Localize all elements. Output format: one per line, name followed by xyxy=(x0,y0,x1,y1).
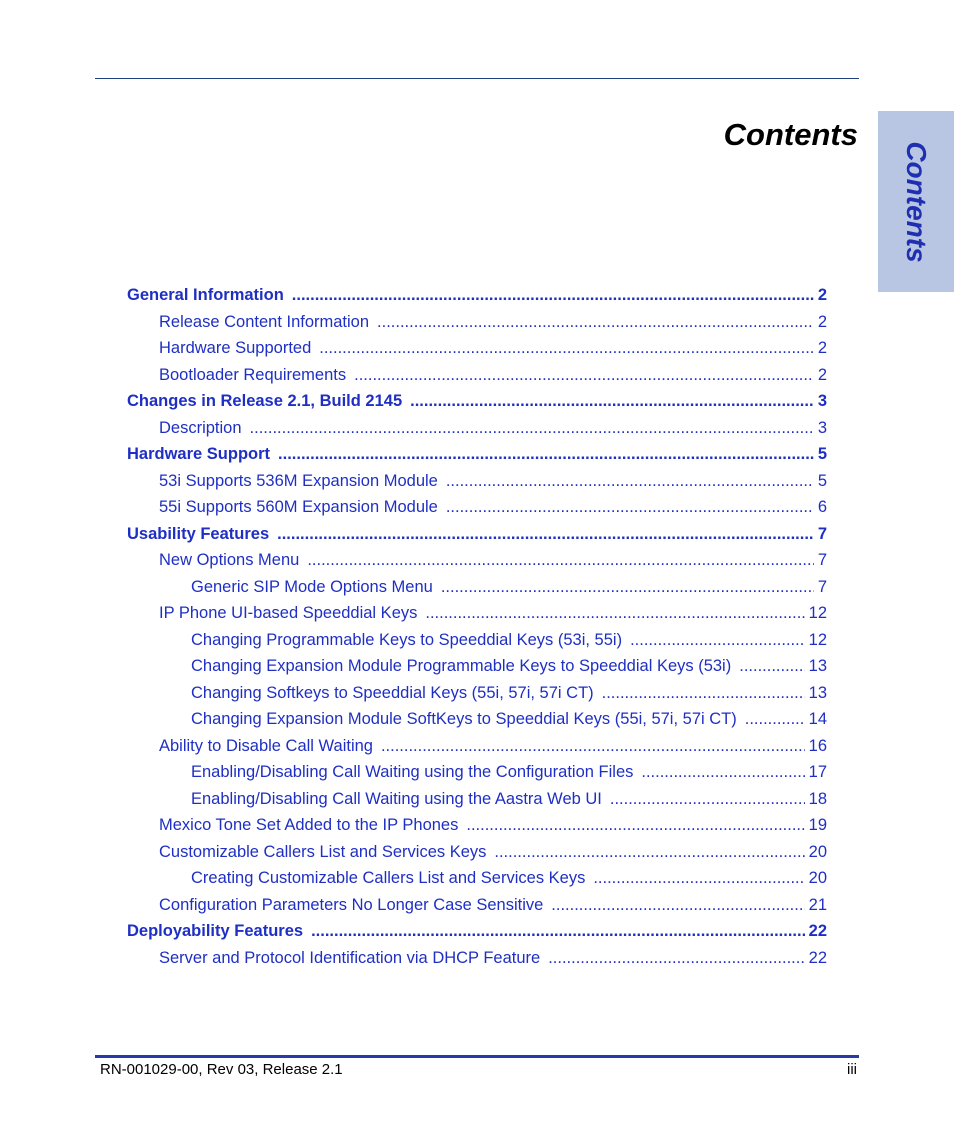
toc-entry-page: 2 xyxy=(817,312,827,331)
toc-entry[interactable] xyxy=(159,309,827,335)
toc-entry[interactable] xyxy=(159,600,827,626)
toc-entry[interactable] xyxy=(191,680,827,706)
toc-entry-page: 14 xyxy=(808,710,827,728)
toc-entry-title: Deployability Features xyxy=(127,922,304,940)
toc-dot-leader xyxy=(446,494,814,520)
toc-entry[interactable] xyxy=(191,865,827,891)
toc-entry-title: Server and Protocol Identification via DHCP Feature xyxy=(159,948,541,967)
toc-entry-title: Bootloader Requirements xyxy=(159,365,347,384)
toc-entry[interactable] xyxy=(159,945,827,971)
toc-dot-leader xyxy=(278,441,814,467)
toc-entry-page: 18 xyxy=(808,789,827,808)
toc-entry-page: 12 xyxy=(808,630,827,649)
toc-dot-leader xyxy=(548,945,804,971)
toc-entry-page: 7 xyxy=(817,577,827,596)
toc-dot-leader xyxy=(602,680,805,706)
toc-entry-page: 22 xyxy=(808,922,827,940)
toc-entry-page: 3 xyxy=(817,418,827,437)
toc-entry[interactable] xyxy=(191,653,827,679)
toc-entry-page: 13 xyxy=(808,683,827,702)
toc-dot-leader xyxy=(354,362,814,388)
toc-dot-leader xyxy=(446,468,814,494)
toc-entry[interactable] xyxy=(159,415,827,441)
footer-document-id: RN-001029-00, Rev 03, Release 2.1 xyxy=(100,1061,343,1078)
toc-entry-title: Generic SIP Mode Options Menu xyxy=(191,577,433,596)
toc-entry-title: Customizable Callers List and Services Keys xyxy=(159,842,487,861)
toc-entry-title: Ability to Disable Call Waiting xyxy=(159,736,373,755)
toc-entry[interactable] xyxy=(159,547,827,573)
toc-entry-page: 12 xyxy=(808,604,827,622)
toc-dot-leader xyxy=(277,521,814,547)
toc-entry[interactable] xyxy=(159,468,827,494)
toc-entry-title: Usability Features xyxy=(127,524,270,543)
toc-entry[interactable] xyxy=(191,786,827,812)
toc-dot-leader xyxy=(641,759,804,785)
toc-entry-title: Changing Programmable Keys to Speeddial Keys (53i, 55i) xyxy=(191,630,623,649)
toc-dot-leader xyxy=(292,282,814,308)
toc-entry-title: General Information xyxy=(127,286,284,304)
toc-entry-page: 22 xyxy=(808,948,827,967)
toc-entry[interactable] xyxy=(127,521,827,547)
toc-entry-page: 2 xyxy=(817,286,827,304)
toc-entry-page: 17 xyxy=(808,763,827,781)
toc-entry[interactable] xyxy=(159,362,827,388)
toc-entry-title: Hardware Supported xyxy=(159,339,312,357)
toc-entry-title: Enabling/Disabling Call Waiting using the Aastra Web UI xyxy=(191,789,602,808)
toc-entry-page: 2 xyxy=(817,365,827,384)
toc-entry-title: Creating Customizable Callers List and Services Keys xyxy=(191,869,586,887)
toc-dot-leader xyxy=(494,839,804,865)
toc-dot-leader xyxy=(593,865,804,891)
toc-dot-leader xyxy=(745,706,805,732)
toc-dot-leader xyxy=(739,653,804,679)
footer-rule xyxy=(95,1055,859,1058)
toc-entry[interactable] xyxy=(191,574,827,600)
toc-entry-title: 53i Supports 536M Expansion Module xyxy=(159,471,438,490)
toc-entry-page: 21 xyxy=(808,895,827,914)
toc-entry-page: 16 xyxy=(808,736,827,755)
toc-dot-leader xyxy=(610,786,805,812)
toc-entry-page: 19 xyxy=(808,816,827,834)
toc-entry-title: Changing Expansion Module SoftKeys to Speeddial Keys (55i, 57i, 57i CT) xyxy=(191,710,737,728)
toc-entry-title: New Options Menu xyxy=(159,551,300,569)
toc-entry[interactable] xyxy=(191,759,827,785)
toc-entry[interactable] xyxy=(159,839,827,865)
toc-entry[interactable] xyxy=(159,812,827,838)
toc-entry-page: 13 xyxy=(808,657,827,675)
toc-dot-leader xyxy=(441,574,814,600)
toc-entry-page: 5 xyxy=(817,445,827,463)
toc-entry[interactable] xyxy=(159,733,827,759)
toc-entry-title: IP Phone UI-based Speeddial Keys xyxy=(159,604,418,622)
toc-entry-title: Changes in Release 2.1, Build 2145 xyxy=(127,392,403,410)
toc-dot-leader xyxy=(425,600,804,626)
toc-dot-leader xyxy=(466,812,804,838)
toc-entry-page: 7 xyxy=(817,524,827,543)
toc-entry-page: 6 xyxy=(817,498,827,516)
section-side-tab xyxy=(878,111,954,292)
toc-dot-leader xyxy=(377,309,814,335)
toc-dot-leader xyxy=(381,733,805,759)
toc-entry-title: Release Content Information xyxy=(159,312,370,331)
toc-dot-leader xyxy=(307,547,813,573)
toc-entry-page: 7 xyxy=(817,551,827,569)
toc-dot-leader xyxy=(630,627,805,653)
toc-entry[interactable] xyxy=(127,388,827,414)
toc-entry[interactable] xyxy=(159,494,827,520)
toc-entry[interactable] xyxy=(159,892,827,918)
toc-entry-page: 5 xyxy=(817,471,827,490)
toc-entry-title: Enabling/Disabling Call Waiting using the Configuration Files xyxy=(191,763,634,781)
side-tab-label: Contents xyxy=(901,140,932,263)
toc-dot-leader xyxy=(410,388,814,414)
toc-entry-title: Configuration Parameters No Longer Case Sensitive xyxy=(159,895,544,914)
toc-entry[interactable] xyxy=(191,627,827,653)
toc-entry-page: 20 xyxy=(808,869,827,887)
toc-dot-leader xyxy=(319,335,814,361)
header-rule xyxy=(95,78,859,79)
toc-entry-title: Description xyxy=(159,418,242,437)
toc-entry-page: 3 xyxy=(817,392,827,410)
page-title: Contents xyxy=(723,117,858,152)
toc-entry-page: 20 xyxy=(808,842,827,861)
toc-entry[interactable] xyxy=(191,706,827,732)
toc-dot-leader xyxy=(250,415,814,441)
toc-dot-leader xyxy=(311,918,805,944)
toc-dot-leader xyxy=(551,892,804,918)
toc-entry-page: 2 xyxy=(817,339,827,357)
toc-entry[interactable] xyxy=(127,918,827,944)
toc-entry-title: Changing Expansion Module Programmable Keys to Speeddial Keys (53i) xyxy=(191,657,732,675)
toc-entry[interactable] xyxy=(159,335,827,361)
toc-entry[interactable] xyxy=(127,441,827,467)
toc-entry-title: Changing Softkeys to Speeddial Keys (55i, 57i, 57i CT) xyxy=(191,683,594,702)
footer-page-number: iii xyxy=(847,1061,857,1078)
toc-entry[interactable] xyxy=(127,282,827,308)
toc-entry-title: Mexico Tone Set Added to the IP Phones xyxy=(159,816,459,834)
toc-entry-title: 55i Supports 560M Expansion Module xyxy=(159,498,438,516)
toc-entry-title: Hardware Support xyxy=(127,445,271,463)
